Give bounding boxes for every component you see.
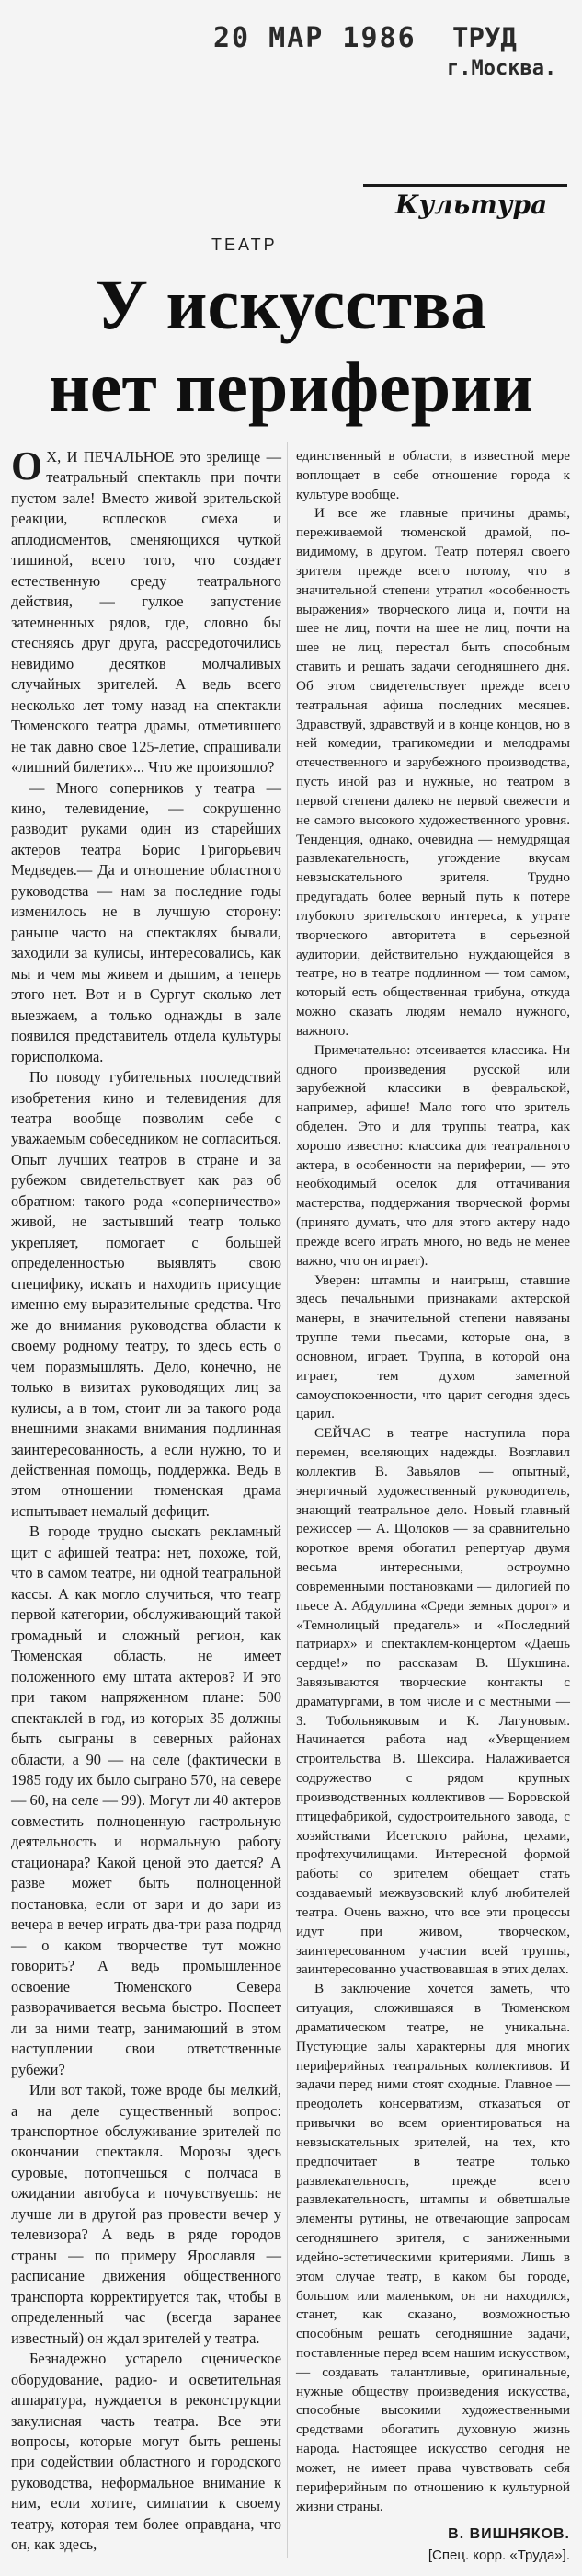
section-label: Культура (395, 190, 548, 220)
newspaper-name-stamp: ТРУД (452, 22, 517, 53)
section-rule (363, 184, 567, 187)
article-paragraph: В городе трудно сыскать рекламный щит с афишей театра: нет, похоже, той, что в самом театре, ни одной театральной кассы. А как могло случиться, что театр первой категории, обслуживающий такой громадный и сложный регион, как Тюменская область, не имеет положенного ему штата актеров? И это при таком напряженном плане: 500 спектаклей в год, из которых 35 должны быть сыграны в северных районах области, а 90 — на селе (фактически в 1985 году их было сыграно 570, на севере — 60, на селе — 99). Могут ли 40 актеров совместить полноценную гастрольную деятельность и нормальную работу стационара? Какой ценой это дается? А разве может быть полноценной постановка, если от зари и до зари из вечера в вечер играть два-три раза подряд — о каком творчестве тут можно говорить? А ведь промышленное освоение Тюменского Севера разворачивается весьма быстро. Поспеет ли за ними театр, занимающий в этом наступлении свои ответственные рубежи? (11, 1523, 281, 2078)
column-divider (287, 442, 288, 2558)
drop-cap: О (11, 443, 43, 489)
article-paragraph: Или вот такой, тоже вроде бы мелкий, а на деле существенный вопрос: транспортное обслуживание зрителей по окончании спектакля. Морозы здесь суровые, потопчешься с полчаса в ожидании автобуса и почувствуешь: не лучше ли в другой раз провести вечер у телевизора? А ведь в ряде городов страны — по примеру Ярославля — расписание движения общественного транспорта корректируется так, чтобы в определенный час (всегда заранее известный) он ждал зрителей у театра. (11, 2081, 281, 2347)
article-paragraph: единственный в области, в известной мере воплощает в себе отношение города к культуре вообще. (296, 448, 570, 502)
headline-line-1: У искусства (95, 264, 487, 344)
author-role: [Спец. корр. «Труда»]. (428, 2547, 570, 2564)
headline-line-2: нет периферии (48, 347, 534, 427)
article-paragraph: СЕЙЧАС в театре наступила пора перемен, вселяющих надежды. Возглавил коллектив В. Завьялов — опытный, энергичный художественный руководитель, знающий театральное дело. Новый главный режиссер — А. Щолоков — за сравнительно короткое время обогатил репертуар двумя весьма интересными, остроумно современными постановками — дилогией по пьесе А. Абдуллина «Среди земных дорог» и «Темнолицый предатель» и «Последний патриарх» и спектаклем-концертом «Даешь сердце!» по рассказам В. Шукшина. Завязываются творческие контакты с драматургами, в том числе и с местными — З. Тобольняковым и К. Лагуновым. Начинается работа над «Уверщением строительства В. Шексира. Налаживается содружество с рядом крупных производственных коллективов — Боровской птицефабрикой, судостроительного завода, с хозяйствами Исетского района, цехами, профтехучилищами. Интересной формой работы со зрителем обещает стать создаваемый межвузовский клуб любителей театра. Очень важно, что все эти процессы идут при живом, творческом, заинтересованном участии всей труппы, заинтересованно участвовавшая в этих делах. (296, 1425, 570, 1978)
article-paragraph (11, 443, 281, 778)
author-signature: В. ВИШНЯКОВ. (448, 2526, 570, 2543)
article-column-right (296, 447, 570, 2566)
date-stamp: 20 МАР 1986 (213, 22, 417, 54)
article-paragraph: По поводу губительных последствий изобретения кино и телевидения для театра вообще позволим себе с уважаемым собеседником не согласиться. Опыт лучших театров в стране и за рубежом свидетельствует как раз об обратном: такого рода «соперничество» живой, не застывший театр только укрепляет, помогает с большей определенностью выявлять свою специфику, искать и находить присущие именно ему выразительные средства. Что же до внимания руководства области к своему родному театру, то здесь есть о чем поразмышлять. Дело, конечно, не только в визитах руководящих лиц за кулисы, а в том, стоит ли за такого рода внешними знаками внимания подлинная заинтересованность, а если нужно, то и действенная помощь, поддержка. Ведь в этом отношении тюменская драма испытывает немалый дефицит. (11, 1068, 281, 1520)
rubric-label: ТЕАТР (211, 236, 278, 254)
city-stamp: г.Москва. (447, 57, 557, 80)
article-paragraph: И все же главные причины драмы, переживаемой тюменской драмой, по-видимому, в другом. Театр потерял своего зрителя прежде всего потому, что в значительной степени утратил «особенность выражения» творческого лица и, почти на шее не лиц, почти на шее не лиц, почти на шее не лиц, перестал быть способным ставить и решать задачи сегодняшнего дня. Об этом свидетельствует прежде всего театральная афиша последних месяцев. Здравствуй, здравствуй и в конце концов, но в ней комедии, трагикомедии и мелодрамы отечественного и зарубежного производства, пусть иной раз и нужные, но театром в первой степени далеко не первой свежести и не самого высокого художественного уровня. Тенденция, однако, очевидна — немудрящая развлекательность, угождение вкусам невзыскательного зрителя. Трудно предугадать более верный путь к потере глубокого зрительского интереса, к утрате творческого авторитета в серьезной аудитории, действительно нуждающейся в театре, но в театре подлинном — том самом, который есть общественная трибуна, откуда можно сказать людям немало нужного, важного. (296, 505, 570, 1039)
article-paragraph: Уверен: штампы и наигрыш, ставшие здесь печальными признаками актерской манеры, в значительной степени навязаны труппе теми пьесами, которые она, в основном, играет. Труппа, в которой она играет, тем духом заметной самоуспокоенности, что царит сегодня здесь царил. (296, 1271, 570, 1422)
article-paragraph: — Много соперников у театра — кино, телевидение, — сокрушенно разводит руками один из старейших актеров театра Борис Григорьевич Медведев.— Да и отношение областного руководства — нам за последние годы изменилось не в лучшую сторону: раньше часто на спектаклях бывали, заходили за кулисы, интересовались, как мы и чем мы живем и дышим, а теперь этого нет. Вот и в Сургут сколько лет выезжаем, а только однажды в зале появился представитель отдела культуры горисполкома. (11, 778, 281, 1065)
paragraph-text: Х, И ПЕЧАЛЬНОЕ это зрелище — театральный спектакль при почти пустом зале! Вместо живой зрительской реакции, всплесков смеха и аплодисментов, сменяющихся чуткой тишиной, всего того, что создает естественную среду театрального действия, — гулкое запустение затемненных рядов, где, словно бы стесняясь друг друга, рассредоточились невидимо десятков молчаливых случайных зрителей. А ведь всего несколько лет тому назад на спектакли Тюменского театра драмы, отметившего не так давно свое 125-летие, спрашивали «лишний билетик»... Что же произошло? (11, 448, 281, 776)
article-paragraph: Примечательно: отсеивается классика. Ни одного произведения русской или зарубежной классики в февральской, например, афише! Мало того что зритель обделен. Это и для труппы театра, как хорошо известно: классика для театрального актера, в особенности на периферии, — это необходимый оселок для оттачивания мастерства, поддержания творческой формы (принято думать, что для этого актеру надо прежде всего играть много, но ведь не менее важно, что он играет). (296, 1041, 570, 1269)
article-paragraph: В заключение хочется заметь, что ситуация, сложившаяся в Тюменском драматическом театре, не уникальна. Пустующие залы характерны для многих периферийных театральных коллективов. И задачи перед ними стоят сходные. Главное — преодолеть консерватизм, отказаться от привычки во всем ориентироваться на невзыскательных зрителей, на тех, кто предпочитает в театре только развлекательность, прежде всего развлекательность, штампы и обветшалые элементы рутины, не отвечающие запросам сегодняшнего зрителя, с заниженными идейно-эстетическими критериями. Лишь в этом случае театр, в каком бы городе, большом или маленьком, он ни находился, станет, как сказано, возможностью способным решать сегодняшние задачи, поставленные перед всем нашим искусством, — создавать талантливые, оригинальные, нужные обществу произведения искусства, способные высокими художественными средствами обогатить духовную жизнь народа. Настоящее искусство сегодня не может, не имеет права чувствовать себя периферийным по отношению к культурной жизни страны. (296, 1981, 570, 2514)
article-column-left (11, 443, 281, 2556)
article-paragraph: Безнадежно устарело сценическое оборудование, радио- и осветительная аппаратура, нуждается в реконструкции закулисная часть театра. Все эти вопросы, которые могут быть решены при содействии областного и городского руководства, неформальное внимание к ним, если хотите, симпатии к своему театру, которая тем более оправдана, что он, как здесь, (11, 2350, 281, 2554)
